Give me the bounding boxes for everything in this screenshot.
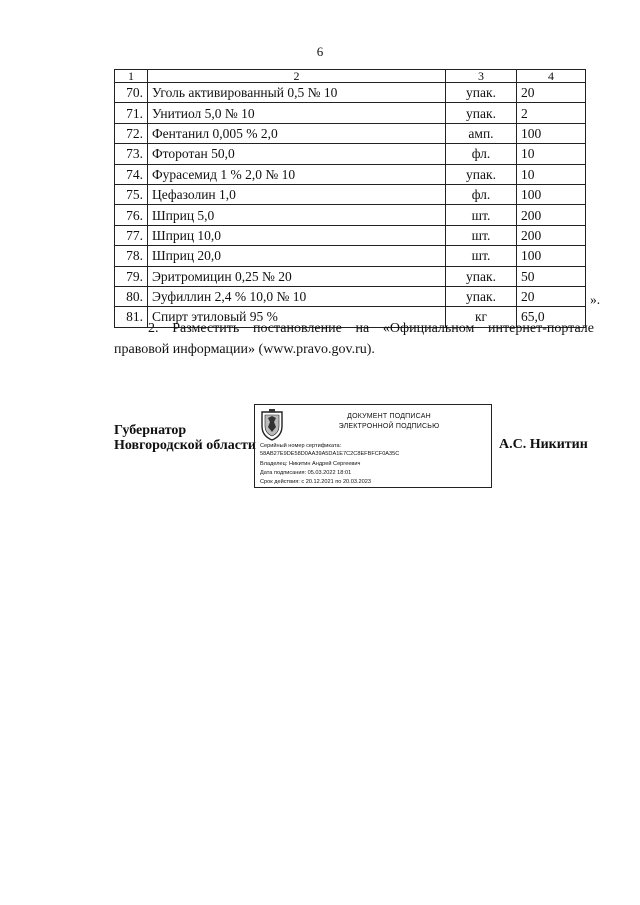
item-name: Эритромицин 0,25 № 20 <box>148 266 446 286</box>
stamp-validity: Срок действия: с 20.12.2021 по 20.03.2023 <box>260 479 371 485</box>
item-unit: шт. <box>446 205 517 225</box>
stamp-cert-label: Серийный номер сертификата: <box>260 443 342 449</box>
row-number: 79. <box>115 266 148 286</box>
signatory-name: А.С. Никитин <box>499 437 588 452</box>
stamp-signed-date: Дата подписания: 05.03.2022 18:01 <box>260 470 352 476</box>
item-unit: упак. <box>446 266 517 286</box>
item-name: Фторотан 50,0 <box>148 144 446 164</box>
table-row <box>115 225 586 245</box>
table-row <box>115 205 586 225</box>
item-name: Фурасемид 1 % 2,0 № 10 <box>148 164 446 184</box>
item-unit: шт. <box>446 225 517 245</box>
row-number: 74. <box>115 164 148 184</box>
item-quantity: 100 <box>517 123 586 143</box>
signatory-title <box>114 423 256 453</box>
item-unit: фл. <box>446 184 517 204</box>
row-number: 75. <box>115 184 148 204</box>
item-quantity: 10 <box>517 164 586 184</box>
item-name: Фентанил 0,005 % 2,0 <box>148 123 446 143</box>
row-number: 73. <box>115 144 148 164</box>
coat-of-arms-icon <box>259 408 285 442</box>
table-row <box>115 266 586 286</box>
paragraph-line-1: 2. Разместить постановление на «Официальном интернет-портале <box>148 321 594 336</box>
col-header-4: 4 <box>517 70 586 83</box>
electronic-signature-stamp <box>254 404 492 488</box>
item-unit: фл. <box>446 144 517 164</box>
item-unit: упак. <box>446 164 517 184</box>
col-header-3: 3 <box>446 70 517 83</box>
row-number: 81. <box>115 307 148 327</box>
table-row <box>115 184 586 204</box>
item-unit: амп. <box>446 123 517 143</box>
item-quantity: 50 <box>517 266 586 286</box>
stamp-owner: Владелец: Никитин Андрей Сергеевич <box>260 461 361 467</box>
item-name: Уголь активированный 0,5 № 10 <box>148 83 446 103</box>
row-number: 71. <box>115 103 148 123</box>
row-number: 77. <box>115 225 148 245</box>
col-header-2: 2 <box>148 70 446 83</box>
table-row <box>115 123 586 143</box>
item-name: Унитиол 5,0 № 10 <box>148 103 446 123</box>
item-quantity: 20 <box>517 286 586 306</box>
item-name: Цефазолин 1,0 <box>148 184 446 204</box>
table-header-row <box>115 70 586 83</box>
table-row <box>115 103 586 123</box>
item-unit: шт. <box>446 246 517 266</box>
row-number: 78. <box>115 246 148 266</box>
stamp-header-line-2: ЭЛЕКТРОННОЙ ПОДПИСЬЮ <box>338 423 440 430</box>
row-number: 76. <box>115 205 148 225</box>
signatory-title-line-2: Новгородской области <box>114 438 256 453</box>
row-number: 80. <box>115 286 148 306</box>
item-quantity: 10 <box>517 144 586 164</box>
table-row <box>115 144 586 164</box>
row-number: 72. <box>115 123 148 143</box>
table-row <box>115 286 586 306</box>
item-quantity: 100 <box>517 246 586 266</box>
item-quantity: 200 <box>517 225 586 245</box>
item-quantity: 20 <box>517 83 586 103</box>
row-number: 70. <box>115 83 148 103</box>
table-row <box>115 164 586 184</box>
closing-quote-mark: ». <box>590 292 601 307</box>
item-quantity: 65,0 <box>517 307 586 327</box>
item-name: Шприц 20,0 <box>148 246 446 266</box>
item-name: Шприц 10,0 <box>148 225 446 245</box>
item-name: Шприц 5,0 <box>148 205 446 225</box>
items-table <box>114 69 586 328</box>
item-name: Эуфиллин 2,4 % 10,0 № 10 <box>148 286 446 306</box>
col-header-1: 1 <box>115 70 148 83</box>
signatory-title-line-1: Губернатор <box>114 423 187 438</box>
paragraph-2 <box>114 318 594 360</box>
item-unit: упак. <box>446 286 517 306</box>
item-quantity: 2 <box>517 103 586 123</box>
stamp-header-line-1: ДОКУМЕНТ ПОДПИСАН <box>347 413 431 420</box>
page-number: 6 <box>316 44 324 59</box>
item-name: Спирт этиловый 95 % <box>148 307 446 327</box>
item-quantity: 100 <box>517 184 586 204</box>
stamp-cert-number: 58AB27E9DE58D0AA39A5DA1E7C2C8EFBFCF0A35C <box>260 451 400 457</box>
table-row <box>115 83 586 103</box>
item-unit: кг <box>446 307 517 327</box>
item-quantity: 200 <box>517 205 586 225</box>
item-unit: упак. <box>446 103 517 123</box>
paragraph-line-2: правовой информации» (www.pravo.gov.ru). <box>114 342 375 357</box>
table-row <box>115 246 586 266</box>
item-unit: упак. <box>446 83 517 103</box>
